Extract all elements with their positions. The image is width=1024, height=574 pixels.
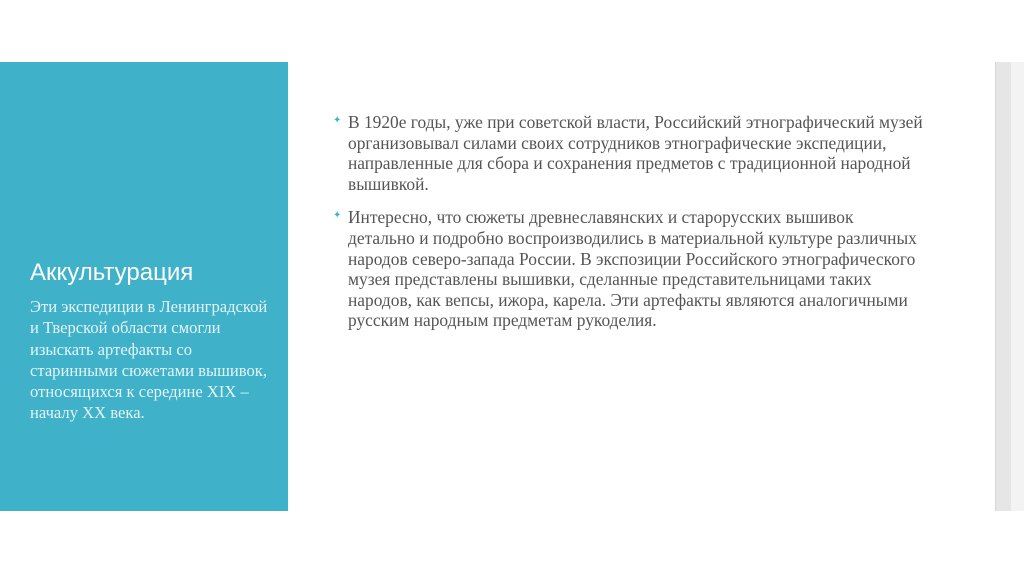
- bullet-text: В 1920е годы, уже при советской власти, Российский этнографический музей организовывал силами своих сотрудников этнографические экспедиции, направленные для сбора и сохранения предметов с традиционной народной вышивкой.: [348, 112, 923, 194]
- slide-subtitle: Эти экспедиции в Ленинградской и Тверской области смогли изыскать артефакты со старинными сюжетами вышивок, относящихся к середине XIX – началу XX века.: [30, 297, 268, 423]
- bullet-item: [333, 112, 923, 194]
- scrollbar-track[interactable]: [995, 62, 1011, 511]
- bullet-icon: ✦: [333, 210, 342, 222]
- bullet-item: [333, 207, 923, 331]
- bullet-text: Интересно, что сюжеты древнеславянских и старорусских вышивок детально и подробно воспроизводились в материальной культуре различных народов северо-запада России. В экспозиции Российского этнографического музея представлены вышивки, сделанные представительницами таких народов, как вепсы, ижора, карела. Эти артефакты являются аналогичными русским народным предметам рукоделия.: [348, 207, 917, 331]
- scrollbar-thumb[interactable]: [1011, 62, 1024, 511]
- slide-title: Аккультурация: [30, 259, 194, 286]
- bullet-list: [333, 112, 923, 344]
- bullet-icon: ✦: [333, 115, 342, 126]
